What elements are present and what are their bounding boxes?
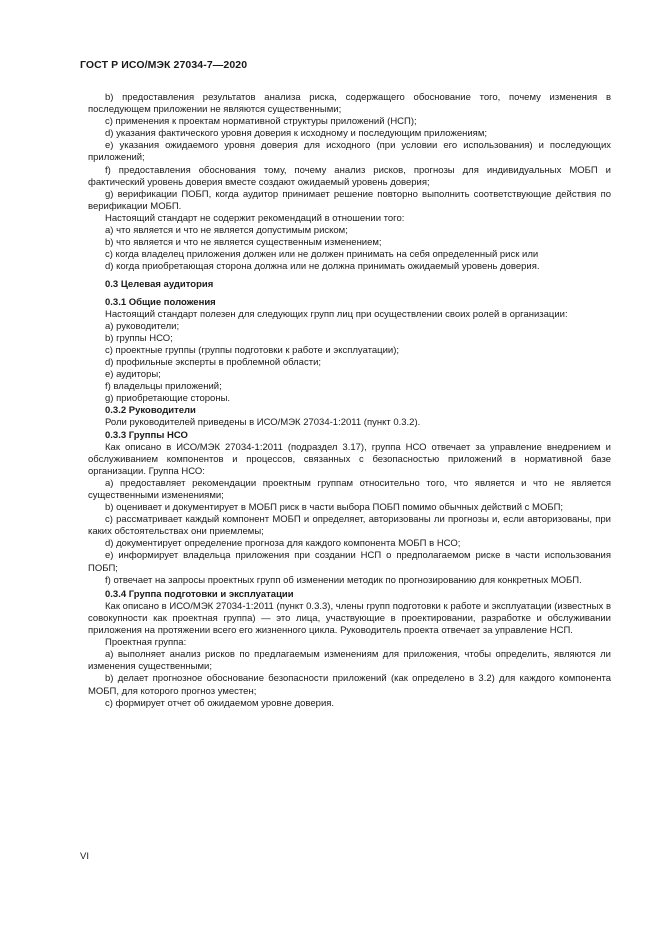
list-item: e) указания ожидаемого уровня доверия для исходного (при условии его использования) и последующих приложений; [88, 140, 611, 164]
list-item: a) что является и что не является допустимым риском; [105, 225, 348, 237]
paragraph: Роли руководителей приведены в ИСО/МЭК 27034-1:2011 (пункт 0.3.2). [105, 417, 421, 429]
list-item: d) профильные эксперты в проблемной области; [105, 356, 322, 368]
list-item: c) применения к проектам нормативной структуры приложений (НСП); [105, 116, 417, 128]
list-item: g) верификации ПОБП, когда аудитор принимает решение повторно выполнить соответствующие действия по верификации МОБП. [88, 188, 611, 212]
list-item: d) указания фактического уровня доверия к исходному и последующим приложениям; [105, 128, 487, 140]
list-item: b) что является и что не является существенным изменением; [105, 237, 382, 249]
section-heading: 0.3 Целевая аудитория [105, 279, 214, 291]
list-item: c) формирует отчет об ожидаемом уровне доверия. [105, 697, 335, 709]
list-item: b) предоставления результатов анализа риска, содержащего обоснование того, почему изменения в последующем приложении не являются существенными; [88, 92, 611, 116]
list-item: b) оценивает и документирует в МОБП риск в части выбора ПОБП помимо обычных действий с МОБП; [105, 502, 564, 514]
page-number: VI [80, 851, 89, 862]
subsection-heading: 0.3.1 Общие положения [105, 296, 216, 308]
list-item: f) владельцы приложений; [105, 381, 222, 393]
list-item: f) предоставления обоснования тому, почему анализ рисков, прогнозы для индивидуальных МОБП и фактический уровень доверия вместе создают ожидаемый уровень доверия; [88, 164, 611, 188]
list-item: a) руководители; [105, 320, 180, 332]
list-item: c) проектные группы (группы подготовки к работе и эксплуатации); [105, 344, 400, 356]
list-item: a) выполняет анализ рисков по предлагаемым изменениям для приложения, чтобы определить, являются ли изменения существенными; [88, 649, 611, 673]
list-item: f) отвечает на запросы проектных групп об изменении методик по прогнозированию для конкретных МОБП. [105, 574, 582, 586]
paragraph: Настоящий стандарт полезен для следующих групп лиц при осуществлении своих ролей в организации: [105, 308, 568, 320]
paragraph: Как описано в ИСО/МЭК 27034-1:2011 (подраздел 3.17), группа НСО отвечает за управление внедрением и обслуживанием компонентов и процессов, связанных с безопасностью приложений в нормативной базе организации. Группа НСО: [88, 441, 611, 477]
list-item: d) когда приобретающая сторона должна или не должна принимать ожидаемый уровень доверия. [105, 261, 540, 273]
list-item: g) приобретающие стороны. [105, 393, 231, 405]
list-item: c) рассматривает каждый компонент МОБП и определяет, авторизованы ли прогнозы и, если авторизованы, при каких обстоятельствах они приемлемы; [88, 514, 611, 538]
list-item: c) когда владелец приложения должен или не должен принимать на себя определенный риск или [105, 249, 539, 261]
paragraph: Как описано в ИСО/МЭК 27034-1:2011 (пункт 0.3.3), члены групп подготовки к работе и эксплуатации (известных в совокупности как проектная группа) — это лица, участвующие в проектировании, разработке и обслуживании приложения на протяжении всего его жизненного цикла. Руководитель проекта отвечает за управление НСП. [88, 600, 611, 637]
paragraph: Проектная группа: [105, 637, 187, 649]
paragraph: Настоящий стандарт не содержит рекомендаций в отношении того: [105, 212, 405, 224]
list-item: e) информирует владельца приложения при создании НСП о предполагаемом риске в части использования ПОБП; [88, 550, 611, 574]
list-item: a) предоставляет рекомендации проектным группам относительно того, что является и что не является существенными изменениями; [88, 477, 611, 501]
subsection-heading: 0.3.2 Руководители [105, 405, 196, 417]
document-header: ГОСТ Р ИСО/МЭК 27034-7—2020 [80, 59, 248, 71]
list-item: b) группы НСО; [105, 332, 173, 344]
subsection-heading: 0.3.3 Группы НСО [105, 429, 188, 441]
list-item: b) делает прогнозное обоснование безопасности приложений (как определено в 3.2) для каждого компонента МОБП, для которого прогноз уместен; [88, 673, 611, 697]
list-item: d) документирует определение прогноза для каждого компонента МОБП в НСО; [105, 538, 461, 550]
list-item: e) аудиторы; [105, 369, 161, 381]
subsection-heading: 0.3.4 Группа подготовки и эксплуатации [105, 588, 294, 600]
document-body [88, 92, 611, 710]
